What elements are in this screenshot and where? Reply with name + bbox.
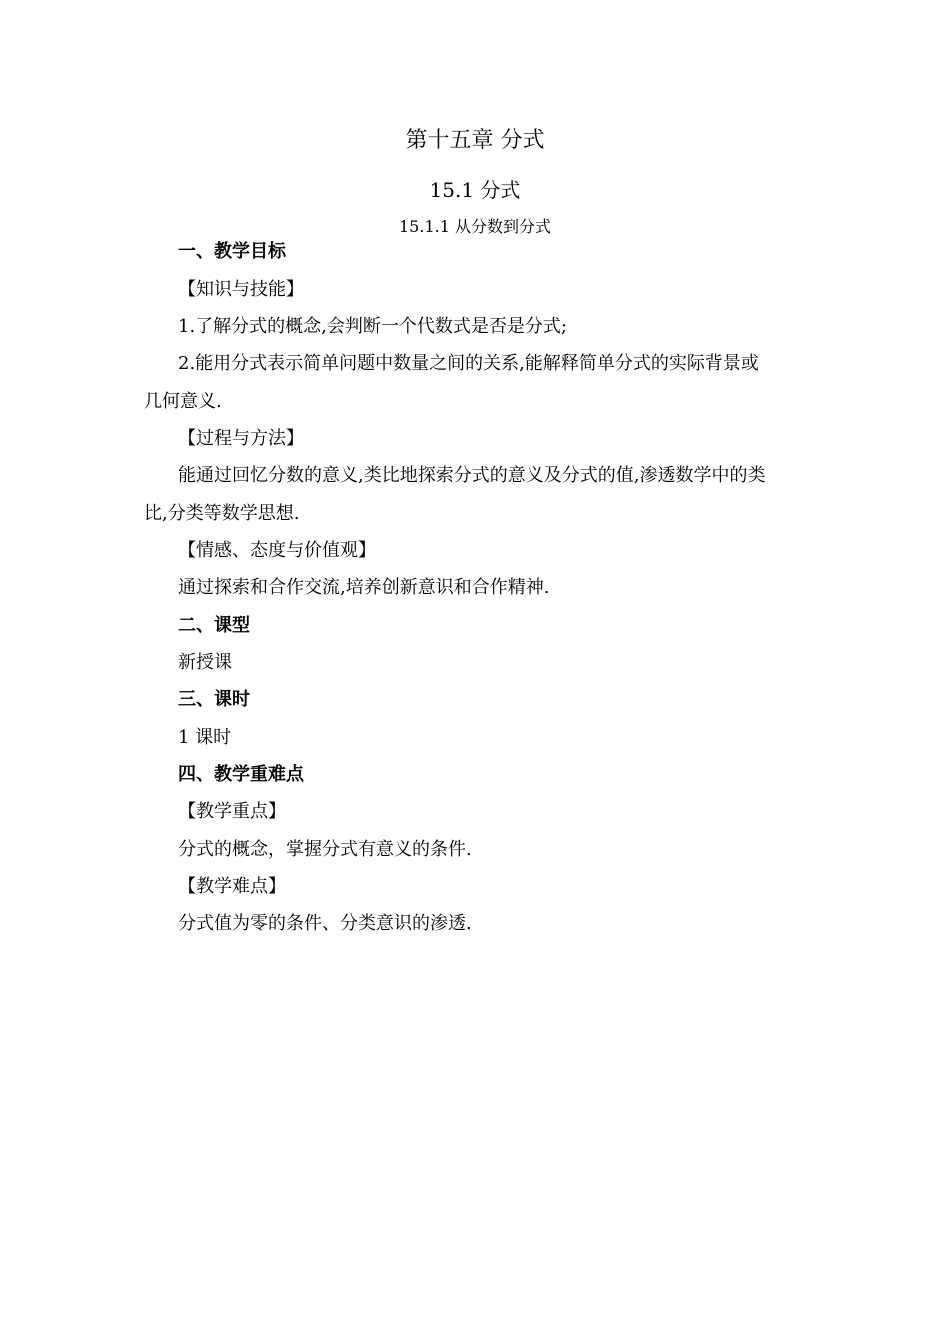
knowledge-item-1: 1.了解分式的概念,会判断一个代数式是否是分式; <box>178 316 567 337</box>
heading-teaching-objectives: 一、教学目标 <box>178 241 286 262</box>
bracket-key-points: 【教学重点】 <box>178 801 286 822</box>
difficulties-text: 分式值为零的条件、分类意识的渗透. <box>178 913 472 934</box>
heading-key-difficult-points: 四、教学重难点 <box>178 764 304 785</box>
emotion-text: 通过探索和合作交流,培养创新意识和合作精神. <box>178 577 550 598</box>
process-line-1: 能通过回忆分数的意义,类比地探索分式的意义及分式的值,渗透数学中的类 <box>178 465 766 486</box>
subsection-title: 15.1.1 从分数到分式 <box>399 217 551 236</box>
heading-lesson-type: 二、课型 <box>178 615 250 636</box>
process-line-2: 比,分类等数学思想. <box>144 503 300 524</box>
lesson-type-text: 新授课 <box>178 652 232 673</box>
bracket-difficulties: 【教学难点】 <box>178 876 286 897</box>
lesson-hours-text: 1 课时 <box>178 727 232 748</box>
bracket-emotion-attitude-values: 【情感、态度与价值观】 <box>178 540 376 561</box>
knowledge-item-2-line-2: 几何意义. <box>144 391 222 412</box>
knowledge-item-2-line-1: 2.能用分式表示简单问题中数量之间的关系,能解释简单分式的实际背景或 <box>178 353 759 374</box>
chapter-title: 第十五章 分式 <box>405 128 545 153</box>
heading-lesson-hours: 三、课时 <box>178 689 250 710</box>
section-title: 15.1 分式 <box>429 178 521 202</box>
key-points-text: 分式的概念，掌握分式有意义的条件. <box>178 839 472 860</box>
bracket-process-methods: 【过程与方法】 <box>178 428 304 449</box>
bracket-knowledge-skills: 【知识与技能】 <box>178 279 304 300</box>
